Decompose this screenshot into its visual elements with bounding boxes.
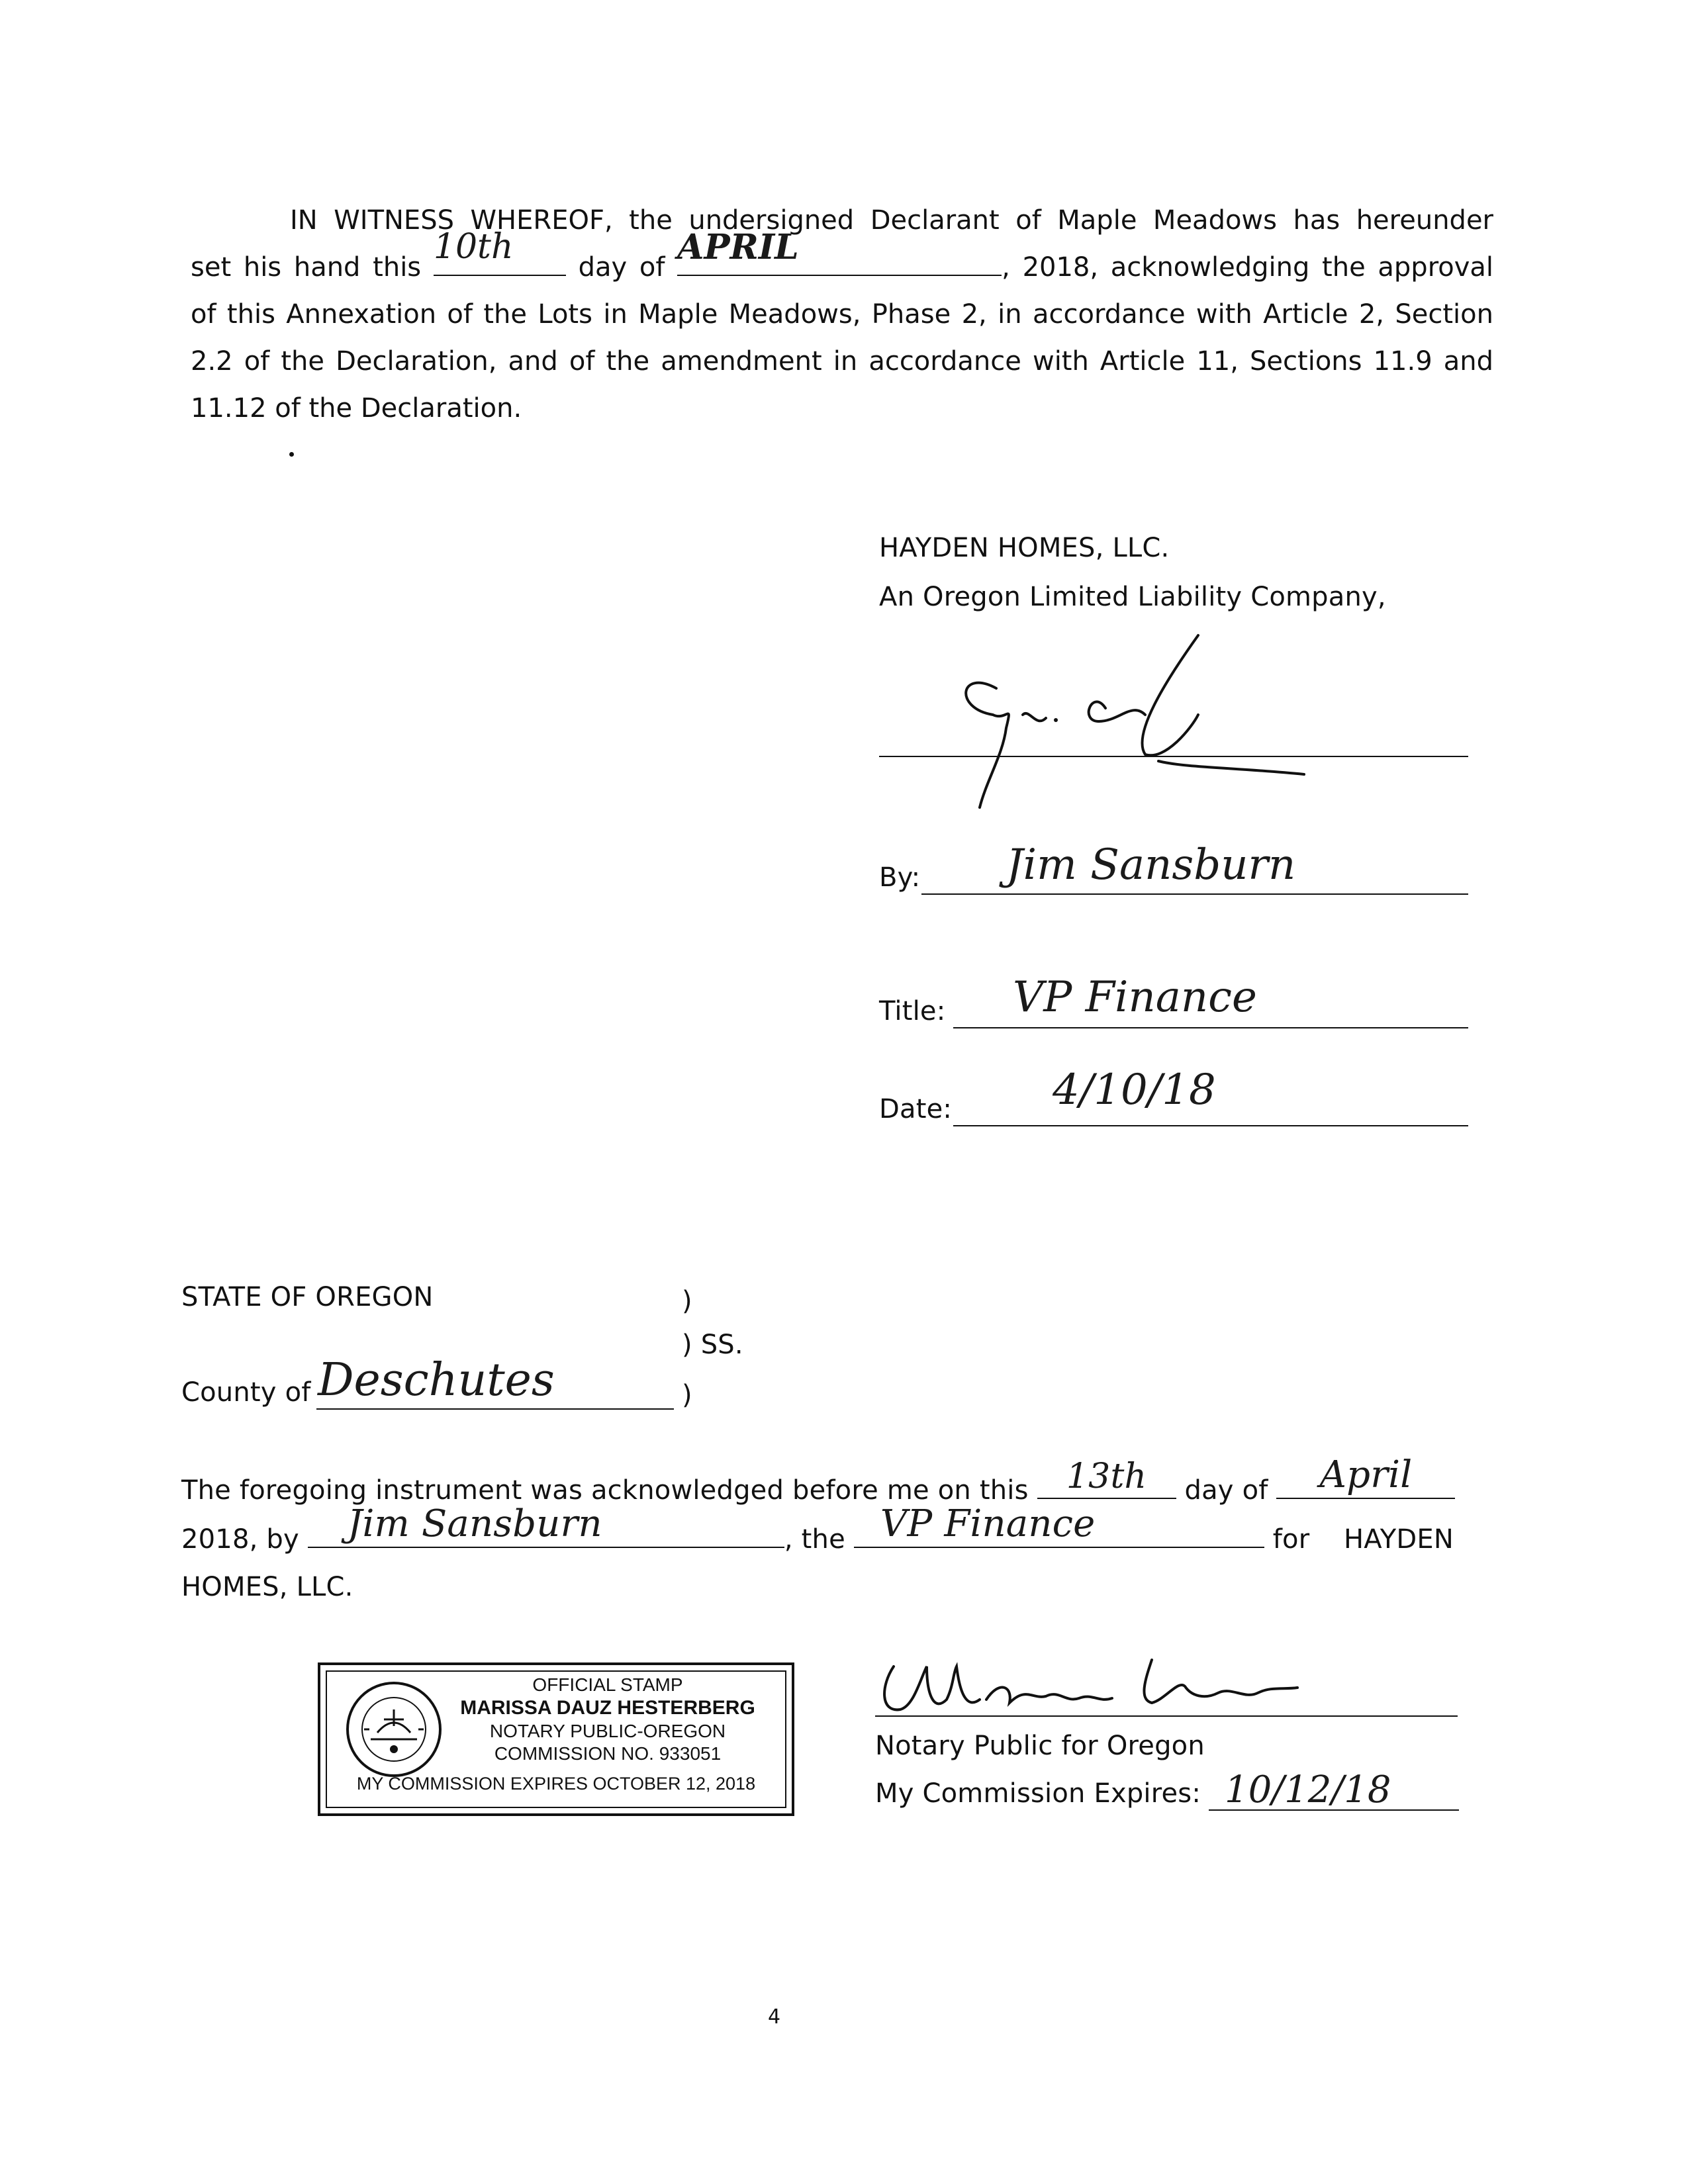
witness-day-blank xyxy=(433,227,566,276)
stamp-line-3: NOTARY PUBLIC-OREGON xyxy=(489,1721,726,1741)
title-line xyxy=(953,1027,1468,1028)
notary-expires-label: My Commission Expires: xyxy=(875,1778,1201,1809)
ack-name-blank xyxy=(308,1502,784,1548)
title-label: Title: xyxy=(879,996,946,1026)
ack-line-3: HOMES, LLC. xyxy=(181,1572,353,1602)
oregon-seal-icon xyxy=(344,1680,444,1779)
witness-line-1: IN WITNESS WHEREOF, the undersigned Declarant of Maple Meadows has hereunder xyxy=(290,205,1493,236)
venue-state: STATE OF OREGON xyxy=(181,1282,434,1312)
witness-line-5: 11.12 of the Declaration. xyxy=(191,393,522,424)
venue-ss: ) SS. xyxy=(682,1330,743,1360)
ack-name-handwritten: Jim Sansburn xyxy=(347,1502,602,1545)
notary-title: Notary Public for Oregon xyxy=(875,1731,1205,1761)
venue-paren-1: ) xyxy=(682,1286,692,1316)
by-label: By: xyxy=(879,862,921,893)
date-line xyxy=(953,1125,1468,1126)
date-handwritten: 4/10/18 xyxy=(1053,1066,1216,1115)
ack-day-handwritten: 13th xyxy=(1066,1457,1147,1496)
notary-signature-line xyxy=(875,1715,1458,1717)
witness-month-blank xyxy=(677,227,1002,276)
witness-month-handwritten: APRIL xyxy=(677,227,799,267)
stamp-line-4: COMMISSION NO. 933051 xyxy=(494,1743,722,1764)
witness-paragraph xyxy=(191,197,1493,432)
witness-day-handwritten: 10th xyxy=(433,227,514,267)
ack-month-blank xyxy=(1276,1453,1455,1499)
witness-line-2: set his hand this 10th day of APRIL , 2018, acknowledging the approval xyxy=(191,244,1493,291)
notary-expires-handwritten: 10/12/18 xyxy=(1225,1768,1391,1811)
ack-line-1: The foregoing instrument was acknowledged before me on this 13th day of April xyxy=(181,1477,1455,1504)
company-name: HAYDEN HOMES, LLC. xyxy=(879,533,1170,563)
notary-stamp xyxy=(318,1662,794,1816)
stamp-line-2: MARISSA DAUZ HESTERBERG xyxy=(460,1697,755,1719)
stamp-line-1: OFFICIAL STAMP xyxy=(532,1674,683,1695)
witness-line-4: 2.2 of the Declaration, and of the amendment in accordance with Article 11, Sections 11.9 and xyxy=(191,346,1493,377)
ack-month-handwritten: April xyxy=(1319,1453,1413,1496)
page-number: 4 xyxy=(768,2005,781,2028)
county-line xyxy=(316,1408,674,1410)
venue-paren-3: ) xyxy=(682,1380,692,1410)
ack-role-blank xyxy=(854,1502,1264,1548)
ack-role-handwritten: VP Finance xyxy=(880,1502,1096,1545)
county-handwritten: Deschutes xyxy=(318,1354,555,1406)
ack-line-2: 2018, by Jim Sansburn , the VP Finance for HAYDEN xyxy=(181,1502,1454,1555)
signature-notary xyxy=(874,1640,1377,1726)
county-label: County of xyxy=(181,1377,311,1408)
company-descriptor: An Oregon Limited Liability Company, xyxy=(879,582,1386,612)
witness-line-3: of this Annexation of the Lots in Maple Meadows, Phase 2, in accordance with Article 2, Section xyxy=(191,299,1493,330)
signature-line xyxy=(879,756,1468,757)
stamp-line-5: MY COMMISSION EXPIRES OCTOBER 12, 2018 xyxy=(356,1774,756,1794)
title-handwritten: VP Finance xyxy=(1013,973,1257,1022)
ack-day-blank xyxy=(1037,1457,1176,1499)
signature-jim-sansburn xyxy=(880,629,1476,827)
by-line xyxy=(921,893,1468,895)
stray-dot xyxy=(289,452,294,457)
by-handwritten: Jim Sansburn xyxy=(1006,841,1296,889)
date-label: Date: xyxy=(879,1094,953,1124)
